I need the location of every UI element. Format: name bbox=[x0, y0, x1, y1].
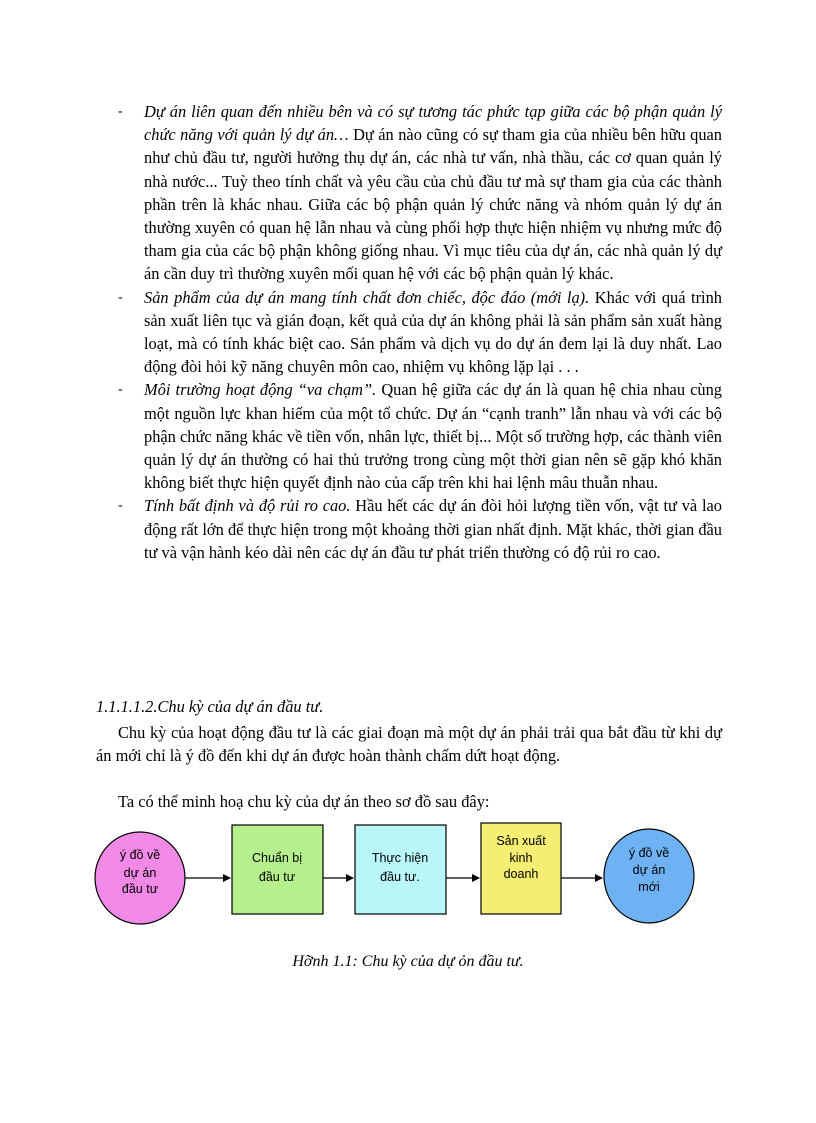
bullet-text: Hầu hết các dự án đòi hỏi lượng tiền vốn, vật tư và lao động rất lớn để thực hiện trong một khoảng thời gian nhất định. Mặt khác, thời gian đầu tư và vận hành kéo dài nên các dự án đầu tư phát triển thường có độ rủi ro cao. bbox=[144, 496, 722, 562]
node-label-line: Sản xuất bbox=[496, 834, 546, 848]
bullet-marker: - bbox=[118, 104, 123, 119]
bullet-lead: Sản phẩm của dự án mang tính chất đơn chiếc, độc đáo (mới lạ). bbox=[144, 287, 590, 307]
node-label-line: doanh bbox=[503, 867, 539, 881]
node-label-line: đầu tư. bbox=[380, 870, 420, 884]
node-new-project-idea bbox=[604, 829, 694, 923]
node-label-line: dự án bbox=[632, 863, 666, 877]
paragraph-cycle-definition: Chu kỳ của hoạt động đầu tư là các giai đoạn mà một dự án phải trải qua bắt đầu từ khi dự án mới chỉ là ý đồ đến khi dự án được hoàn thành chấm dứt hoạt động. bbox=[96, 723, 722, 766]
node-investment-preparation bbox=[232, 825, 323, 914]
node-label-line: dự án bbox=[123, 866, 157, 880]
node-label-line: mới bbox=[638, 880, 660, 894]
bullet-stakeholders bbox=[118, 100, 722, 286]
node-label-line: Thực hiện bbox=[371, 851, 429, 865]
node-label-line: Chuẩn bị bbox=[251, 851, 303, 865]
bullet-lead: Dự án liên quan đến nhiều bên và có sự tương tác phức tạp giữa các bộ phận quản lý chức năng với quản lý dự án… bbox=[144, 102, 722, 145]
bullet-unique-product bbox=[118, 286, 722, 379]
bullet-risk bbox=[118, 494, 722, 564]
bullet-lead: Môi trường hoạt động “va chạm”. bbox=[144, 380, 377, 400]
bullet-environment bbox=[118, 378, 722, 494]
bullet-marker: - bbox=[118, 382, 123, 398]
characteristics-list bbox=[118, 100, 722, 564]
node-label-line: ý đồ về bbox=[628, 846, 670, 860]
bullet-marker: - bbox=[118, 498, 123, 514]
bullet-text: Quan hệ giữa các dự án là quan hệ chia nhau cùng một nguồn lực khan hiếm của một tổ chức. Dự án “cạnh tranh” lẫn nhau và với các bộ phận chức năng khác về tiền vốn, nhân lực, thiết bị... Một số trường hợp, các thành viên quản lý dự án thường có hai thủ trưởng trong cùng một thời gian nên sẽ gặp khó khăn không biết thực hiện quyết định nào của cấp trên khi hai lệnh mâu thuẫn nhau. bbox=[144, 380, 722, 493]
node-label-line: ý đồ về bbox=[119, 848, 161, 862]
figure-caption: Hỡnh 1.1: Chu kỳ của dự ỏn đầu tư. bbox=[292, 953, 524, 970]
node-production-business bbox=[481, 823, 561, 914]
node-project-idea bbox=[95, 832, 185, 924]
paragraph-diagram-intro: Ta có thể minh hoạ chu kỳ của dự án theo sơ đồ sau đây: bbox=[118, 792, 490, 811]
bullet-text: Dự án nào cũng có sự tham gia của nhiều bên hữu quan như chủ đầu tư, người hưởng thụ dự án, các nhà tư vấn, nhà thầu, các cơ quan quản lý nhà nước... Tuỳ theo tính chất và yêu cầu của chủ đầu tư mà sự tham gia của các thành phần trên là khác nhau. Giữa các bộ phận quản lý chức năng và nhóm quản lý dự án thường xuyên có quan hệ lẫn nhau và cùng phối hợp thực hiện nhiệm vụ nhưng mức độ tham gia của các bộ phận không giống nhau. Vì mục tiêu của dự án, các nhà quản lý dự án cần duy trì thường xuyên mối quan hệ với các bộ phận quản lý khác. bbox=[144, 125, 722, 284]
section-heading: 1.1.1.1.2.Chu kỳ của dự án đầu tư. bbox=[96, 697, 324, 716]
bullet-text: Khác với quá trình sản xuất liên tục và gián đoạn, kết quả của dự án không phải là sản phẩm sản xuất hàng loạt, mà có tính khác biệt cao. Sản phẩm và dịch vụ do dự án đem lại là duy nhất. Lao động đòi hỏi kỹ năng chuyên môn cao, nhiệm vụ không lặp lại . . . bbox=[144, 287, 723, 377]
project-cycle-diagram bbox=[94, 817, 728, 942]
node-label-line: đầu tư bbox=[121, 882, 159, 896]
node-label-line: đầu tư bbox=[258, 870, 296, 884]
bullet-marker: - bbox=[118, 289, 123, 305]
bullet-lead: Tính bất định và độ rủi ro cao. bbox=[144, 496, 351, 516]
node-label-line: kinh bbox=[509, 851, 533, 865]
node-investment-implementation bbox=[355, 825, 446, 914]
